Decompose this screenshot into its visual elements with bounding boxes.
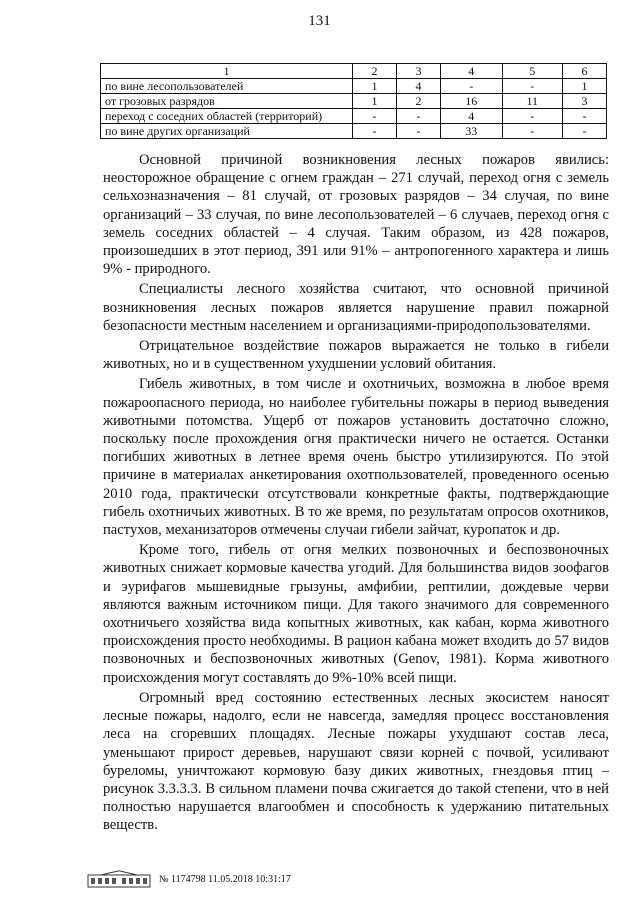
table-header-cell: 2 bbox=[353, 64, 397, 79]
paragraph: Огромный вред состоянию естественных лесных экосистем наносят лесные пожары, надолго, если не навсегда, замедляя процесс восстановления леса на сгоревших площадях. Лесные пожары ухудшают состав леса, уменьшают прирост деревьев, нарушают связи корней с почвой, усиливают буреломы, уничтожают кормовую базу диких животных, гнездовья птиц – рисунок 3.3.3.3. В сильном пламени почва сжигается до такой степени, что в ней полностью нарушается влагообмен и способность к удержанию питательных веществ. bbox=[103, 689, 609, 834]
table-header-row bbox=[101, 64, 607, 79]
table-header-cell: 3 bbox=[397, 64, 441, 79]
statistics-table bbox=[100, 63, 607, 139]
document-body bbox=[103, 151, 609, 837]
table-header-cell: 5 bbox=[502, 64, 562, 79]
table-cell: 4 bbox=[397, 79, 441, 94]
paragraph: Кроме того, гибель от огня мелких позвоночных и беспозвоночных животных снижает кормовые качества угодий. Для большинства видов зоофагов и эурифагов мышевидные грызуны, амфибии, рептилии, дождевые черви являются важным источником пищи. Для такого значимого для современного охотничьего хозяйства вида копытных животных, как кабан, корма животного происхождения просто необходимы. В рацион кабана может входить до 57 видов позвоночных и беспозвоночных животных (Genov, 1981). Корма животного происхождения могут составлять до 9%-10% всей пищи. bbox=[103, 542, 609, 686]
table-row bbox=[101, 79, 607, 94]
table-row-label: переход с соседних областей (территорий) bbox=[101, 109, 353, 124]
table-row-label: по вине других организаций bbox=[101, 124, 353, 139]
table-cell: - bbox=[502, 124, 562, 139]
table-cell: 1 bbox=[562, 79, 606, 94]
table-row-label: по вине лесопользователей bbox=[101, 79, 353, 94]
table-cell: - bbox=[397, 109, 441, 124]
table-cell: 3 bbox=[562, 94, 606, 109]
table-cell: - bbox=[441, 79, 503, 94]
table-row-label: от грозовых разрядов bbox=[101, 94, 353, 109]
building-seal-icon bbox=[87, 870, 151, 888]
paragraph: Основной причиной возникновения лесных пожаров явились: неосторожное обращение с огнем граждан – 271 случай, переход огня с земель сельхозназначения – 81 случай, от грозовых разрядов – 34 случая, по вине организаций – 33 случая, по вине лесопользователей – 6 случаев, переход огня с земель соседних областей – 4 случая. Таким образом, из 428 пожаров, произошедших в этот период, 391 или 91% – антропогенного характера и лишь 9% - природного. bbox=[103, 152, 609, 278]
table-cell: 33 bbox=[441, 124, 503, 139]
table-cell: - bbox=[502, 109, 562, 124]
paragraph: Отрицательное воздействие пожаров выражается не только в гибели животных, но и в существенном ухудшении условий обитания. bbox=[103, 338, 609, 373]
table-row bbox=[101, 94, 607, 109]
table-header-cell: 4 bbox=[441, 64, 503, 79]
table-header-cell: 6 bbox=[562, 64, 606, 79]
table-cell: 16 bbox=[441, 94, 503, 109]
table-cell: - bbox=[502, 79, 562, 94]
table-cell: - bbox=[353, 109, 397, 124]
table-cell: 2 bbox=[397, 94, 441, 109]
footer-stamp bbox=[87, 869, 291, 889]
paragraph: Специалисты лесного хозяйства считают, что основной причиной возникновения лесных пожаров является нарушение правил пожарной безопасности местным населением и организациями-природопользователями. bbox=[103, 281, 609, 334]
table-cell: 1 bbox=[353, 94, 397, 109]
stamp-text: № 1174798 11.05.2018 10:31:17 bbox=[159, 873, 291, 885]
table-row bbox=[101, 109, 607, 124]
table-cell: 1 bbox=[353, 79, 397, 94]
table-cell: - bbox=[397, 124, 441, 139]
page-number: 131 bbox=[308, 13, 331, 29]
table-row bbox=[101, 124, 607, 139]
table-cell: - bbox=[562, 124, 606, 139]
table-cell: - bbox=[562, 109, 606, 124]
paragraph: Гибель животных, в том числе и охотничьих, возможна в любое время пожароопасного периода, но наиболее губительны пожары в период выведения животными потомства. Ущерб от пожаров установить достаточно сложно, поскольку после прохождения огня практически ничего не остается. Останки погибших животных в летнее время очень быстро утилизируются. По этой причине в материалах анкетирования охотпользователей, проведенного осенью 2010 года, практически отсутствовали конкретные факты, подтверждающие гибель охотничьих животных. В то же время, по результатам опросов охотников, пастухов, механизаторов отмечены случаи гибели зайчат, куропаток и др. bbox=[103, 376, 609, 539]
table-cell: - bbox=[353, 124, 397, 139]
table-cell: 11 bbox=[502, 94, 562, 109]
table-cell: 4 bbox=[441, 109, 503, 124]
table-header-cell: 1 bbox=[101, 64, 353, 79]
